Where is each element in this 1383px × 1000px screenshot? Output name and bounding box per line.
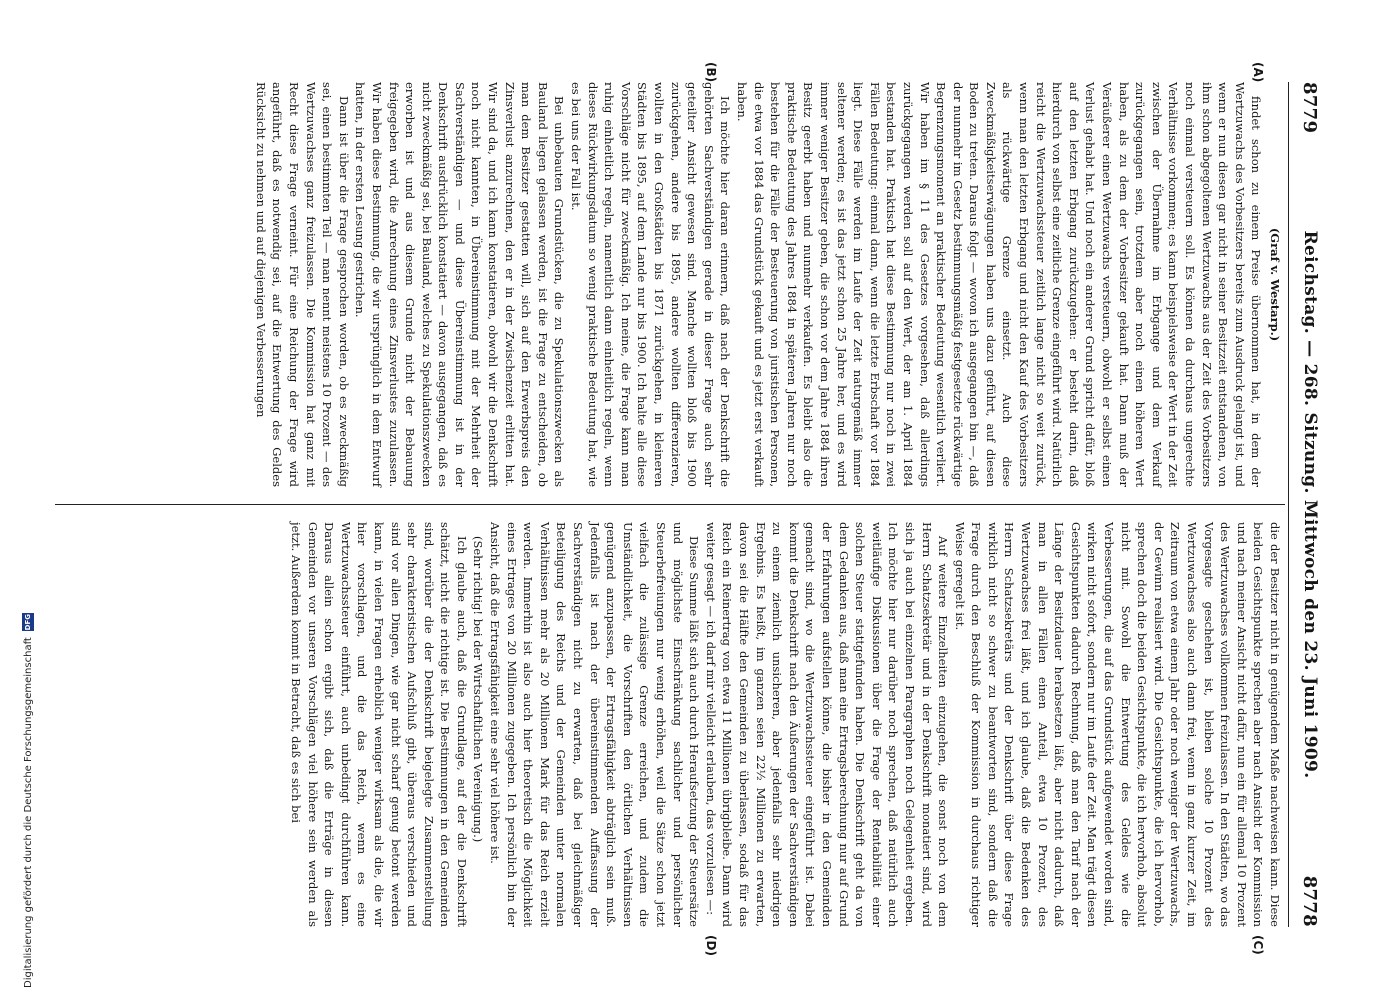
page-number-left: 8779 — [1299, 82, 1320, 134]
margin-marker-c: (C) — [1251, 935, 1265, 955]
left-column-paragraph: Ich möchte hier daran erinnern, daß nach der Denkschrift die gehörten Sachverständigen gerade in dieser Frage auch sehr geteilter Ansicht gewesen sind. Manche wollten bloß bis 1900 zurückgehen, andere bis 1895, andere wollten differenzieren, wollten in den Großstädten bis 1871 zurückgehen, in kleineren Städten bis 1895, auf dem Lande nur bis 1900. Ich halte alle diese Vorschläge nicht für zweckmäßig. Ich meine, die Frage kann man ruhig einheitlich regeln, namentlich dann einheitlich regeln, wenn dieses Rückwirkungsdatum so wenig praktische Bedeutung hat, wie es bei uns der Fall ist. — [569, 82, 733, 487]
page-header — [1288, 82, 1328, 927]
header-rule — [1288, 82, 1289, 927]
digitization-credit — [22, 613, 34, 988]
left-column-paragraph: Dann ist über die Frage gesprochen worden, ob es zweckmäßig sei, einen bestimmten Teil — man nennt meistens 10 Prozent — des Wertzuwachses ganz freizulassen. Die Kommission hat ganz mit Recht diese Frage verneint. Für eine Reichung der Frage wird angeführt, daß es notwendig sei, auf die Entwertung des Geldes Rücksicht zu nehmen und auf diejenigen Verbesserungen — [253, 82, 351, 487]
right-column-paragraph: Diese Summe läßt sich auch durch Heraufsetzung der Steuersätze und möglichste Einschränkung sachlicher und persönlicher Steuerbefreiungen nur wenig erhöhen, weil die Sätze schon jetzt vielfach die zulässige Grenze erreichen, und zudem die Umständlichkeit, die Vorschriften den örtlichen Verhältnissen genügend anzupassen, der Ertragsfähigkeit abträglich sein muß. Jedenfalls ist nach der übereinstimmenden Auffassung der Sachverständigen nicht zu erwarten, daß bei gleichmäßiger Beteiligung des Reichs und der Gemeinden unter normalen Verhältnissen mehr als 20 Millionen Mark für das Reich erzielt werden. Immerhin ist also auch hier theoretisch die Möglichkeit eines Ertrages von 20 Millionen zugegeben. Ich persönlich bin der Ansicht, daß die Ertragsfähigkeit eine sehr viel höhere ist. — [488, 522, 702, 927]
left-column — [252, 82, 1283, 487]
running-title: Reichstag. — 268. Sitzung. Mittwoch den 23. Juni 1909. — [1300, 230, 1320, 779]
right-column-paragraph: die der Besitzer nicht in genügendem Maße nachweisen kann. Diese beiden Gesichtspunkte sprechen aber nach Ansicht der Kommission und nach meiner Ansicht nicht dafür, nun ein für allemal 10 Prozent des Wertzuwachses vollkommen freizulassen. In den Städten, wo das Vorgesagte geschehen ist, bleiben solche 10 Prozent des Wertzuwachses also auch dann frei, wenn in ganz kurzer Zeit, im Zeitraum von etwa einem Jahr oder noch weniger der Wertzuwachs, der Gewinn realisiert wird. Die Gesichtspunkte, die ich hervorhob, sprechen doch die beiden Gesichtspunkte, die ich hervorhob, absolut nicht mit. Sowohl die Entwertung des Geldes wie die Verbesserungen, die auf das Grundstück aufgewendet worden sind, wirken nicht sofort, sondern nur im Laufe der Zeit. Man trägt diesen Gesichtspunkten dadurch Rechnung, daß man den Tarif nach der Länge der Besitzdauer herabsetzen läßt, aber nicht dadurch, daß man in allen Fällen einen Anteil, etwa 10 Prozent, des Wertzuwachses frei läßt, und ich glaube, daß die Bedenken des Herrn Schatzsekretärs und der Denkschrift über diese Frage wirklich nicht so schwer zu beantworten sind, sondern daß die Frage durch den Beschluß der Kommission in durchaus richtiger Weise geregelt ist. — [952, 522, 1282, 927]
right-column-paragraph: Auf weitere Einzelheiten einzugehen, die sonst noch von dem Herrn Schatzsekretär und in der Denkschrift monatiert sind, wird sich ja auch bei einzelnen Paragraphen noch Gelegenheit ergeben. Ich möchte hier nur darüber noch sprechen, daß natürlich auch weitläufige Diskussionen über die Frage der Rentabilität einer solchen Steuer stattgefunden haben. Die Denkschrift geht da von dem Gedanken aus, daß man eine Ertragsberechnung nur auf Grund der Erfahrungen aufstellen könne, die bisher in den Gemeinden gemacht sind, wo die Wertzuwachssteuer eingeführt ist. Dabei kommt die Denkschrift nach den Äußerungen der Sachverständigen zu einem ziemlich unsicheren, aber jedenfalls sehr niedrigen Ergebnis. Es heißt, im ganzen seien 22½ Millionen zu erwarten, davon sei die Hälfte den Gemeinden zu überlassen, sodaß für das Reich ein Reinertrag von etwa 11 Millionen übrigbleibe. Dann wird weiter gesagt — ich darf mir vielleicht erlauben, das vorzulesen —: — [703, 522, 951, 927]
right-column — [287, 522, 1283, 927]
dfg-logo-icon: DFG — [24, 613, 32, 631]
margin-marker-a: (A) — [1251, 62, 1265, 83]
left-column-paragraph: Bei unbebauten Grundstücken, die zu Spekulationszwecken als Bauland liegen gelassen werden, ist die Frage zu entscheiden, ob man dem Besitzer gestatten will, sich auf den Erwerbspreis den Zinsverlust anzurechnen, den er in der Zwischenzeit erlitten hat. Wir sind da, und ich kann konstatieren, obwohl wir die Denkschrift noch nicht kannten, in Übereinstimmung mit der Mehrheit der Sachverständigen — und diese Übereinstimmung ist in der Denkschrift ausdrücklich konstatiert — davon ausgegangen, daß es nicht zweckmäßig sei, bei Bauland, welches zu Spekulationszwecken erworben ist und aus diesem Grunde nicht der Bebauung freigegeben wird, die Anrechnung eines Zinsverlustes zuzulassen. Wir haben diese Bestimmung, die wir ursprünglich in dem Entwurf hatten, in der ersten Lesung gestrichen. — [353, 82, 567, 487]
page-number-right: 8778 — [1299, 875, 1320, 927]
margin-marker-b: (B) — [704, 62, 718, 83]
margin-marker-d: (D) — [704, 935, 718, 956]
right-column-paragraph: Ich glaube auch, daß die Grundlage, auf der die Denkschrift schätzt, nicht die richtige ist. Die Bestimmungen in den Gemeinden sind, worüber die der Denkschrift beigelegte Zusammenstellung sehr charakteristischen Aufschluß gibt, überaus verschieden und sind vor allen Dingen, wie gar nicht scharf genug betont werden kann, in vielen Fragen erheblich weniger wirksam als die, die wir hier vorschlagen, und die das Reich, wenn es eine Wertzuwachssteuer einführt, auch unbedingt durchführen kann. Daraus allein schon ergibt sich, daß die Erträge in diesen Gemeinden vor unseren Vorschlägen viel höhere sein werden als jetzt. Außerdem kommt in Betracht, daß es sich bei — [288, 522, 469, 927]
right-column-paragraph: (Sehr richtig! bei der Wirtschaftlichen Vereinigung.) — [471, 536, 486, 843]
left-column-speaker: (Graf v. Westarp.) — [1268, 227, 1282, 342]
column-divider — [55, 504, 1285, 505]
left-column-paragraph: findet schon zu einem Preise übernommen hat, in dem der Wertzuwachs des Vorbesitzers bereits zum Ausdruck gelangt ist, und wenn er nun diesen gar nicht in seiner Besitzzeit entstandenen, von ihm schon abgegoltenen Wertzuwachs aus der Zeit des Vorbesitzers noch einmal versteuern soll. Es können da durchaus ungerechte Verhältnisse vorkommen; es kann beispielsweise der Wert in der Zeit zwischen der Übernahme im Erbgange und dem Verkauf zurückgegangen sein, trotzdem aber noch einen höheren Wert haben, als zu dem der Vorbesitzer gekauft hat. Dann muß der Veräußerer einen Wertzuwachs versteuern, obwohl er selbst einen Verlust gehabt hat. Und noch ein anderer Grund spricht dafür, bloß auf den letzten Erbgang zurückzugehen: er besteht darin, daß hierdurch von selbst eine zeitliche Grenze eingeführt wird. Natürlich reicht die Wertzuwachssteuer zeitlich lange nicht so weit zurück, wenn man den letzten Erbgang und nicht den Kauf des Vorbesitzers als rückwärtige Grenze einsetzt. Auch diese Zweckmäßigkeitserwägungen haben uns dazu geführt, auf diesen Boden zu treten. Daraus folgt — wovon ich ausgegangen bin —, daß der nunmehr im Gesetz bestimmungsmäßig festgesetzte rückwärtige Begrenzungsmoment an praktischer Bedeutung wesentlich verliert. Wir haben im § 11 des Gesetzes vorgesehen, daß allerdings zurückgegangen werden soll auf den Wert, der am 1. April 1884 bestanden hat. Praktisch hat diese Bestimmung nur noch in zwei Fällen Bedeutung: einmal dann, wenn die letzte Erbschaft vor 1884 liegt. Diese Fälle werden im Laufe der Zeit naturgemäß immer seltener werden; es ist das jetzt schon 25 Jahre her, und es wird immer weniger Besitzer geben, die schon vor dem Jahre 1884 ihren Besitz geerbt haben und nunmehr verkaufen. Es bleibt also die praktische Bedeutung des Jahres 1884 in späteren Jahren nur noch bestehen für die Fälle der Besteuerung von juristischen Personen, die etwa vor 1884 das Grundstück gekauft und es jetzt erst verkauft haben. — [735, 82, 1264, 487]
credit-text: Digitalisierung gefördert durch die Deutsche Forschungsgemeinschaft — [22, 637, 34, 988]
